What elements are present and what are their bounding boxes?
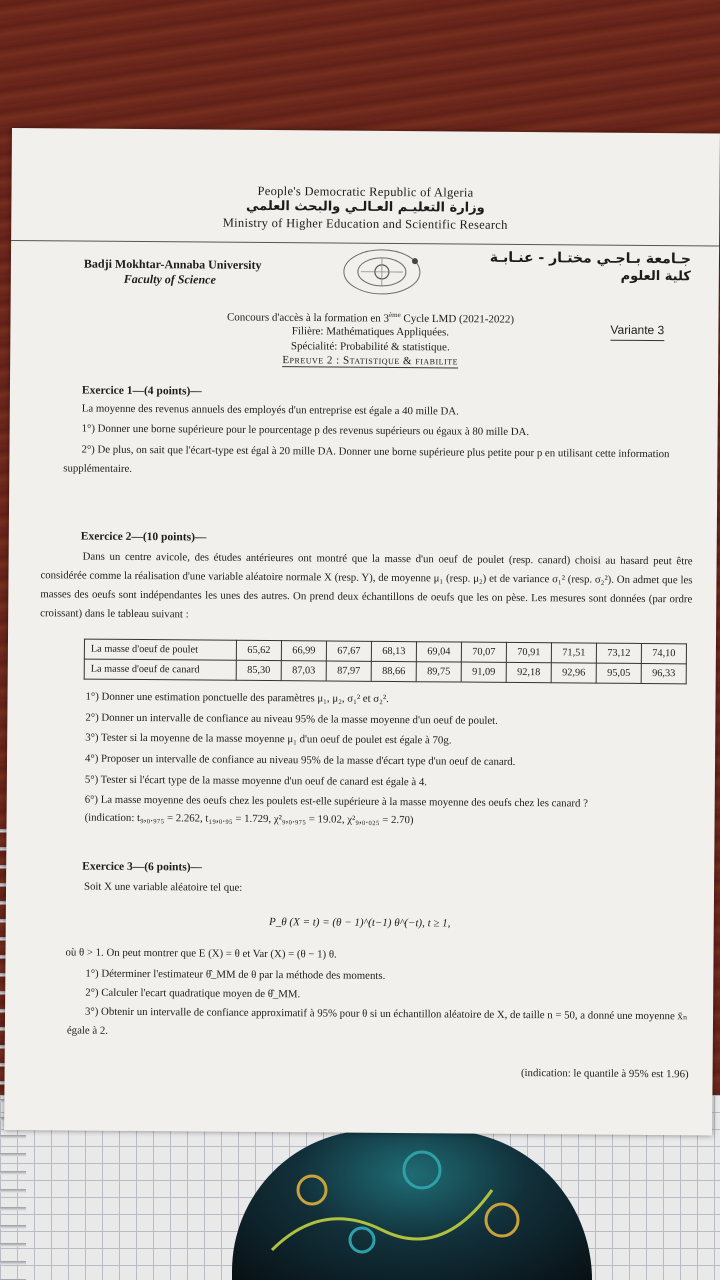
epreuve-text: Epreuve 2 : Statistique & fiabilite (282, 354, 459, 368)
header-rule (11, 240, 719, 247)
fabric-pattern-icon (232, 1130, 592, 1280)
table-cell: 71,51 (551, 643, 596, 663)
ex3-condition: où θ > 1. On peut montrer que E (X) = θ et Var (X) = (θ − 1) θ. (65, 946, 337, 961)
table-cell: 92,96 (551, 663, 596, 683)
table-cell: 89,75 (416, 662, 461, 682)
table-cell: 66,99 (281, 641, 326, 661)
country-line: People's Democratic Republic of Algeria (257, 183, 474, 200)
faculty-arabic: كلية العلوم (620, 268, 691, 285)
ex2-q4: 4°) Proposer un intervalle de confiance au niveau 95% de la masse d'écart type d'un oeuf de canard. (85, 752, 516, 768)
university-arabic: جـامعة بـاجـي مختـار - عنـابـة (489, 249, 692, 268)
table-cell: 87,97 (326, 661, 371, 681)
table-cell: 73,12 (596, 643, 641, 663)
ex3-intro: Soit X une variable aléatoire tel que: (83, 880, 243, 894)
ex2-q1: 1°) Donner une estimation ponctuelle des paramètres μ₁, μ₂, σ₁² et σ₂². (85, 690, 389, 705)
ex1-intro: La moyenne des revenus annuels des employés d'un entreprise est égale a 40 mille DA. (81, 402, 459, 418)
ministry-arabic: وزارة التعليـم العـالـي والبحث العلمي (245, 198, 485, 216)
ex3-indication: (indication: le quantile à 95% est 1.96) (520, 1067, 689, 1081)
ex2-q3: 3°) Tester si la moyenne de la masse moyenne μ₁ d'un oeuf de poulet est égale à 70g. (85, 731, 452, 747)
contest-sup: ème (389, 310, 401, 320)
ex3-q2: 2°) Calculer l'ecart quadratique moyen de θ̂_MM. (85, 986, 301, 1001)
table-cell: 92,18 (506, 662, 551, 682)
table-row (84, 659, 686, 684)
contest-prefix: Concours d'accès à la formation en 3 (226, 311, 390, 325)
exam-sheet (4, 128, 720, 1136)
table-cell: 91,09 (461, 662, 506, 682)
mass-table (84, 639, 687, 685)
table-cell: 74,10 (641, 643, 686, 663)
variante: Variante 3 (610, 323, 664, 341)
table-cell: 96,33 (641, 663, 686, 683)
ex2-q6: 6°) La masse moyenne des oeufs chez les poulets est-elle supérieure à la masse moyenne des oeufs chez les canard ? (84, 793, 588, 810)
ex2-indication: (indication: t₉,₀.₉₇₅ = 2.262, t₁₉,₀.₉₅ = 1.729, χ²₉,₀.₉₇₅ = 19.02, χ²₉,₀.₀₂₅ = 2.70) (84, 811, 414, 827)
ex3-q3: 3°) Obtenir un intervalle de confiance approximatif à 95% pour θ si un échantillon aléatoire de X, de taille n = 50, a donné une moyenne x̄ₙ égale à 2. (66, 1005, 688, 1037)
ex2-title: Exercice 2—(10 points)— (80, 530, 207, 544)
specialite: Spécialité: Probabilité & statistique. (290, 340, 450, 354)
table-cell: 70,91 (506, 642, 551, 662)
table-cell: 87,03 (281, 661, 326, 681)
ex2-q5: 5°) Tester si l'écart type de la masse moyenne d'un oeuf de canard est égale à 4. (84, 773, 428, 789)
ex2-q2: 2°) Donner un intervalle de confiance au niveau 95% de la masse moyenne d'un oeuf de poulet. (85, 711, 498, 727)
table-cell: 70,07 (461, 642, 506, 662)
ex3-q1: 1°) Déterminer l'estimateur θ̂_MM de θ par la méthode des moments. (85, 967, 386, 982)
contest-suffix: Cycle LMD (2021-2022) (400, 312, 515, 326)
ex3-title: Exercice 3—(6 points)— (82, 860, 203, 874)
table-cell: 69,04 (416, 642, 461, 662)
epreuve (130, 353, 610, 369)
row-label-canard: La masse d'oeuf de canard (84, 659, 236, 680)
table-cell: 88,66 (371, 661, 416, 681)
table-cell: 67,67 (326, 641, 371, 661)
ex3-formula: P_θ (X = t) = (θ − 1)^(t−1) θ^(−t), t ≥ 1, (269, 916, 451, 930)
table-cell: 85,30 (236, 660, 281, 680)
filiere: Filière: Mathématiques Appliquées. (291, 325, 450, 339)
ex1-q1: 1°) Donner une borne supérieure pour le pourcentage p des revenus supérieurs ou égaux à 80 mille DA. (81, 422, 530, 439)
ex2-intro: Dans un centre avicole, des études antérieures ont montré que la masse d'un oeuf de poulet (resp. canard) choisi au hasard peut être considérée comme la réalisation d'une variable aléatoire normale X (resp. Y), de moyenne μ₁ (resp. μ₂) et de variance σ₁² (resp. σ₂²). On admet que les masses des oeufs sont indépendantes les unes des autres. On prend deux échantillons de oeufs que les on pèse. Les mesures sont données (par ordre croissant) dans le tableau suivant : (40, 550, 693, 621)
university-name: Badji Mokhtar-Annaba University (83, 256, 262, 272)
university-seal-icon (341, 247, 423, 298)
faculty-name: Faculty of Science (123, 271, 216, 287)
table-cell: 65,62 (236, 640, 281, 660)
table-cell: 68,13 (371, 641, 416, 661)
ex1-q2: 2°) De plus, on sait que l'écart-type est égal à 20 mille DA. Donner une borne supérieure plus petite pour p en utilisant cette information supplémentaire. (63, 443, 670, 475)
ex1-title: Exercice 1—(4 points)— (81, 384, 202, 398)
row-label-poulet: La masse d'oeuf de poulet (84, 639, 236, 660)
table-cell: 95,05 (596, 663, 641, 683)
ministry-english: Ministry of Higher Education and Scientific Research (222, 215, 508, 232)
